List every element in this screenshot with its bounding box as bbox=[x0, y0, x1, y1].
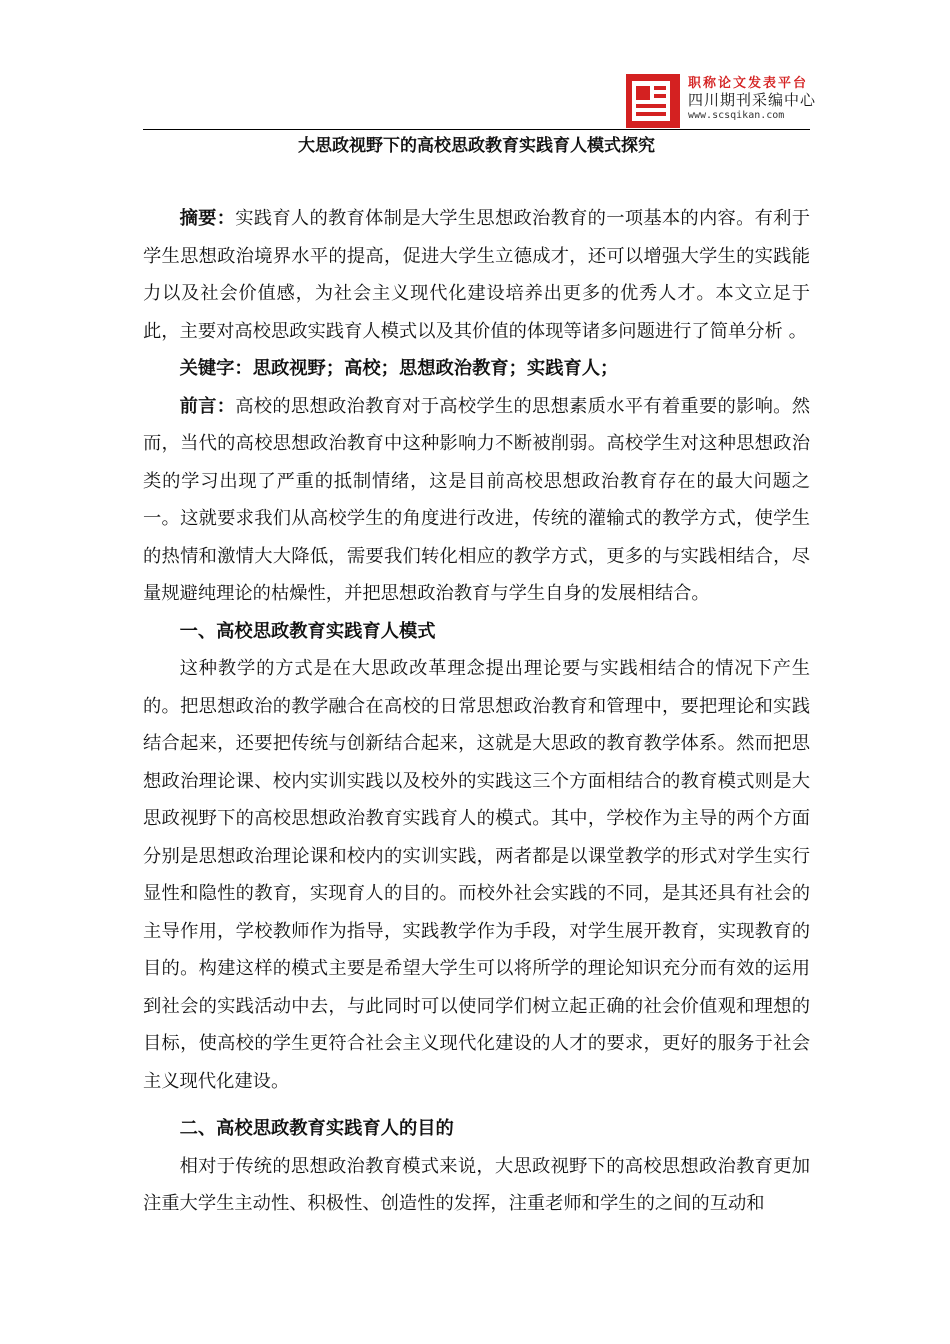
keywords-paragraph bbox=[143, 350, 810, 388]
logo-slogan: 职称论文发表平台 bbox=[688, 76, 809, 91]
newspaper-icon bbox=[626, 74, 680, 128]
preface-paragraph bbox=[143, 388, 810, 613]
section2-heading: 二、高校思政教育实践育人的目的 bbox=[179, 1118, 454, 1139]
abstract-paragraph bbox=[143, 200, 810, 350]
header-rule bbox=[143, 129, 810, 130]
keywords-label: 关键字： bbox=[179, 358, 253, 379]
section1-heading: 一、高校思政教育实践育人模式 bbox=[179, 620, 436, 642]
article-body bbox=[143, 200, 810, 1223]
section1-paragraph: 这种教学的方式是在大思政改革理念提出理论要与实践相结合的情况下产生的。把思想政治的教学融合在高校的日常思想政治教育和管理中，要把理论和实践结合起来，还要把传统与创新结合起来，这就是大思政的教育教学体系。然而把思想政治理论课、校内实训实践以及校外的实践这三个方面相结合的教育模式则是大思政视野下的高校思想政治教育实践育人的模式。其中，学校作为主导的两个方面分别是思想政治理论课和校内的实训实践，两者都是以课堂教学的形式对学生实行显性和隐性的教育，实现育人的目的。而校外社会实践的不同，是其还具有社会的主导作用，学校教师作为指导，实践教学作为手段，对学生展开教育，实现教育的目的。构建这样的模式主要是希望大学生可以将所学的理论知识充分而有效的运用到社会的实践活动中去，与此同时可以使同学们树立起正确的社会价值观和理想的目标，使高校的学生更符合社会主义现代化建设的人才的要求，更好的服务于社会主义现代化建设。 bbox=[143, 658, 810, 1092]
logo-name: 四川期刊采编中心 bbox=[688, 91, 817, 109]
page-title: 大思政视野下的高校思政教育实践育人模式探究 bbox=[298, 136, 655, 156]
preface-text: 高校的思想政治教育对于高校学生的思想素质水平有着重要的影响。然而，当代的高校思想政治教育中这种影响力不断被削弱。高校学生对这种思想政治类的学习出现了严重的抵制情绪，这是目前高校思想政治教育存在的最大问题之一。这就要求我们从高校学生的角度进行改进，传统的灌输式的教学方式，使学生的热情和激情大大降低，需要我们转化相应的教学方式，更多的与实践相结合，尽量规避纯理论的枯燥性，并把思想政治教育与学生自身的发展相结合。 bbox=[143, 395, 811, 604]
section2-paragraph: 相对于传统的思想政治教育模式来说，大思政视野下的高校思想政治教育更加注重大学生主动性、积极性、创造性的发挥，注重老师和学生的之间的互动和 bbox=[143, 1155, 810, 1214]
logo-url[interactable]: www.scsqikan.com bbox=[688, 110, 785, 121]
preface-label: 前言： bbox=[179, 395, 236, 417]
publisher-logo[interactable] bbox=[626, 70, 826, 130]
abstract-text: 实践育人的教育体制是大学生思想政治教育的一项基本的内容。有利于学生思想政治境界水平的提高，促进大学生立德成才，还可以增强大学生的实践能力以及社会价值感，为社会主义现代化建设培养出更多的优秀人才。本文立足于此，主要对高校思政实践育人模式以及其价值的体现等诸多问题进行了简单分析 。 bbox=[143, 208, 811, 342]
abstract-label: 摘要： bbox=[179, 208, 236, 229]
keywords-text: 思政视野；高校；思想政治教育；实践育人； bbox=[252, 358, 619, 379]
